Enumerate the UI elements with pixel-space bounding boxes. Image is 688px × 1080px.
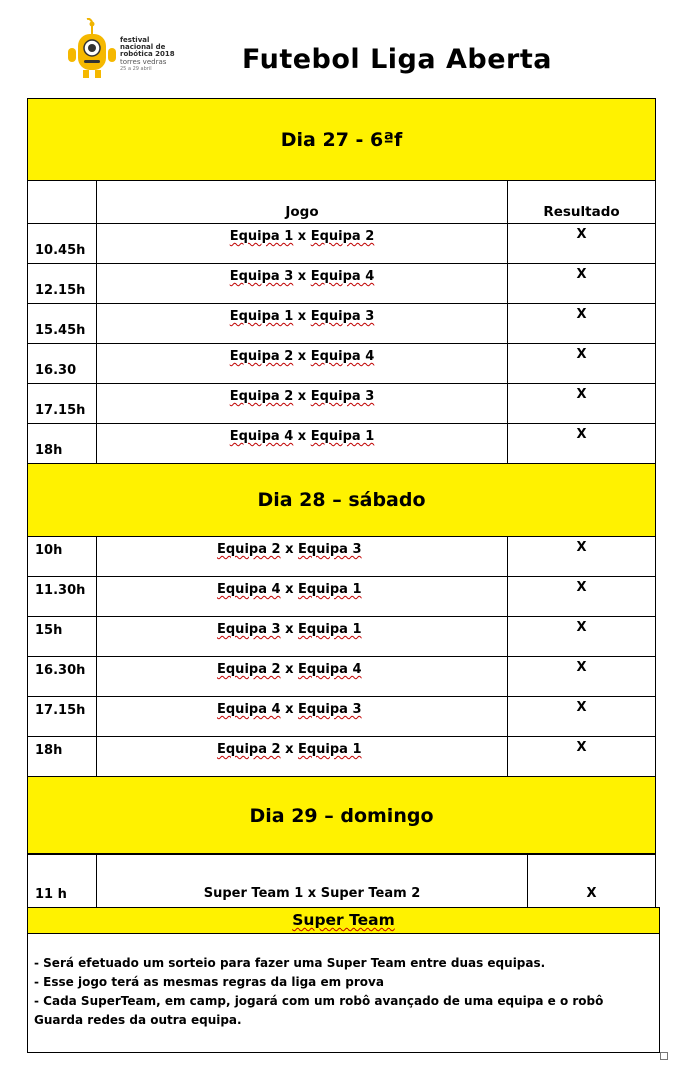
match-time: 17.15h bbox=[28, 384, 97, 424]
match-time: 16.30h bbox=[28, 657, 97, 697]
versus-separator: x bbox=[293, 229, 311, 244]
match-time: 16.30 bbox=[28, 344, 97, 384]
versus-separator: x bbox=[280, 582, 298, 597]
time-column-header bbox=[28, 181, 97, 224]
match-teams bbox=[97, 737, 508, 777]
home-team: Equipa 4 bbox=[217, 702, 281, 717]
away-team: Equipa 4 bbox=[297, 662, 362, 677]
away-team: Equipa 1 bbox=[297, 622, 362, 637]
away-team: Equipa 3 bbox=[310, 389, 375, 404]
match-result: X bbox=[508, 577, 656, 617]
table-row bbox=[28, 424, 656, 464]
home-team: Equipa 4 bbox=[229, 429, 294, 444]
versus-separator: x bbox=[293, 309, 311, 324]
away-team: Equipa 3 bbox=[297, 542, 362, 557]
away-team: Equipa 3 bbox=[310, 309, 375, 324]
table-row bbox=[28, 224, 656, 264]
super-team-title-text: Super Team bbox=[292, 911, 395, 929]
match-teams bbox=[97, 344, 508, 384]
result-column-header: Resultado bbox=[508, 181, 656, 224]
table-row bbox=[28, 304, 656, 344]
match-teams bbox=[97, 304, 508, 344]
day3-table bbox=[27, 853, 656, 908]
table-row bbox=[28, 577, 656, 617]
table-row bbox=[28, 617, 656, 657]
table-row bbox=[28, 264, 656, 304]
table-row bbox=[28, 697, 656, 737]
logo-text bbox=[120, 37, 175, 73]
away-team: Equipa 1 bbox=[310, 429, 375, 444]
match-time: 10.45h bbox=[28, 224, 97, 264]
super-team-rules bbox=[28, 934, 659, 1030]
day-title: Dia 29 – domingo bbox=[28, 777, 656, 855]
table-row bbox=[28, 537, 656, 577]
home-team: Equipa 2 bbox=[229, 349, 294, 364]
table-row bbox=[28, 854, 656, 908]
match-teams bbox=[97, 384, 508, 424]
match-result: X bbox=[508, 657, 656, 697]
match-teams bbox=[97, 697, 508, 737]
home-team: Equipa 1 bbox=[229, 229, 294, 244]
match-teams bbox=[97, 537, 508, 577]
day-title: Dia 28 – sábado bbox=[28, 464, 656, 537]
column-header-row bbox=[28, 181, 656, 224]
schedule-table bbox=[27, 98, 656, 855]
super-team-title bbox=[28, 908, 659, 934]
versus-separator: x bbox=[293, 269, 311, 284]
logo-line: robótica 2018 bbox=[120, 50, 175, 59]
match-result: X bbox=[508, 537, 656, 577]
home-team: Equipa 3 bbox=[229, 269, 294, 284]
match-teams bbox=[97, 424, 508, 464]
rule-item: - Será efetuado um sorteio para fazer uma Super Team entre duas equipas. bbox=[34, 956, 546, 970]
match-result: X bbox=[508, 697, 656, 737]
versus-separator: x bbox=[280, 702, 298, 717]
match-result: X bbox=[508, 424, 656, 464]
page-title: Futebol Liga Aberta bbox=[242, 44, 552, 75]
home-team: Equipa 3 bbox=[217, 622, 281, 637]
table-row bbox=[28, 344, 656, 384]
versus-separator: x bbox=[293, 429, 311, 444]
away-team: Equipa 1 bbox=[297, 582, 362, 597]
home-team: Equipa 2 bbox=[217, 662, 281, 677]
logo-line: festival bbox=[120, 36, 150, 44]
versus-separator: x bbox=[280, 742, 298, 757]
home-team: Equipa 2 bbox=[217, 542, 281, 557]
day-title: Dia 27 - 6ªf bbox=[28, 99, 656, 181]
match-time: 18h bbox=[28, 424, 97, 464]
match-result: X bbox=[508, 737, 656, 777]
versus-separator: x bbox=[280, 662, 298, 677]
super-team-box bbox=[27, 907, 660, 1053]
match-time: 10h bbox=[28, 537, 97, 577]
logo-line: torres vedras bbox=[120, 57, 167, 66]
versus-separator: x bbox=[293, 389, 311, 404]
day-header-row bbox=[28, 464, 656, 537]
match-teams: Super Team 1 x Super Team 2 bbox=[97, 854, 528, 908]
home-team: Equipa 2 bbox=[217, 742, 281, 757]
logo-dates: 25 a 29 abril bbox=[120, 65, 152, 72]
versus-separator: x bbox=[293, 349, 311, 364]
away-team: Equipa 4 bbox=[310, 269, 375, 284]
match-result: X bbox=[508, 617, 656, 657]
table-row bbox=[28, 384, 656, 424]
match-result: X bbox=[508, 224, 656, 264]
away-team: Equipa 3 bbox=[297, 702, 362, 717]
game-column-header: Jogo bbox=[97, 181, 508, 224]
home-team: Equipa 1 bbox=[229, 309, 294, 324]
match-teams bbox=[97, 657, 508, 697]
table-row bbox=[28, 657, 656, 697]
rule-item: - Cada SuperTeam, em camp, jogará com um robô avançado de uma equipa e o robô Guarda redes da outra equipa. bbox=[34, 994, 604, 1027]
match-teams bbox=[97, 224, 508, 264]
match-result: X bbox=[508, 264, 656, 304]
robot-mascot-icon bbox=[62, 18, 122, 84]
match-time: 11 h bbox=[28, 854, 97, 908]
rule-item: - Esse jogo terá as mesmas regras da liga em prova bbox=[34, 975, 384, 989]
home-team: Equipa 2 bbox=[229, 389, 294, 404]
match-teams bbox=[97, 264, 508, 304]
table-row bbox=[28, 737, 656, 777]
match-result: X bbox=[508, 344, 656, 384]
match-time: 15h bbox=[28, 617, 97, 657]
away-team: Equipa 4 bbox=[310, 349, 375, 364]
match-time: 18h bbox=[28, 737, 97, 777]
resize-handle[interactable] bbox=[660, 1052, 668, 1060]
match-result: X bbox=[528, 854, 656, 908]
home-team: Equipa 4 bbox=[217, 582, 281, 597]
versus-separator: x bbox=[280, 542, 298, 557]
match-time: 12.15h bbox=[28, 264, 97, 304]
logo-line: nacional de bbox=[120, 43, 166, 52]
day-header-row bbox=[28, 777, 656, 855]
match-teams bbox=[97, 577, 508, 617]
match-result: X bbox=[508, 304, 656, 344]
away-team: Equipa 1 bbox=[297, 742, 362, 757]
away-team: Equipa 2 bbox=[310, 229, 375, 244]
day-header-row bbox=[28, 99, 656, 181]
match-time: 15.45h bbox=[28, 304, 97, 344]
versus-separator: x bbox=[280, 622, 298, 637]
match-teams bbox=[97, 617, 508, 657]
match-time: 17.15h bbox=[28, 697, 97, 737]
match-time: 11.30h bbox=[28, 577, 97, 617]
match-result: X bbox=[508, 384, 656, 424]
